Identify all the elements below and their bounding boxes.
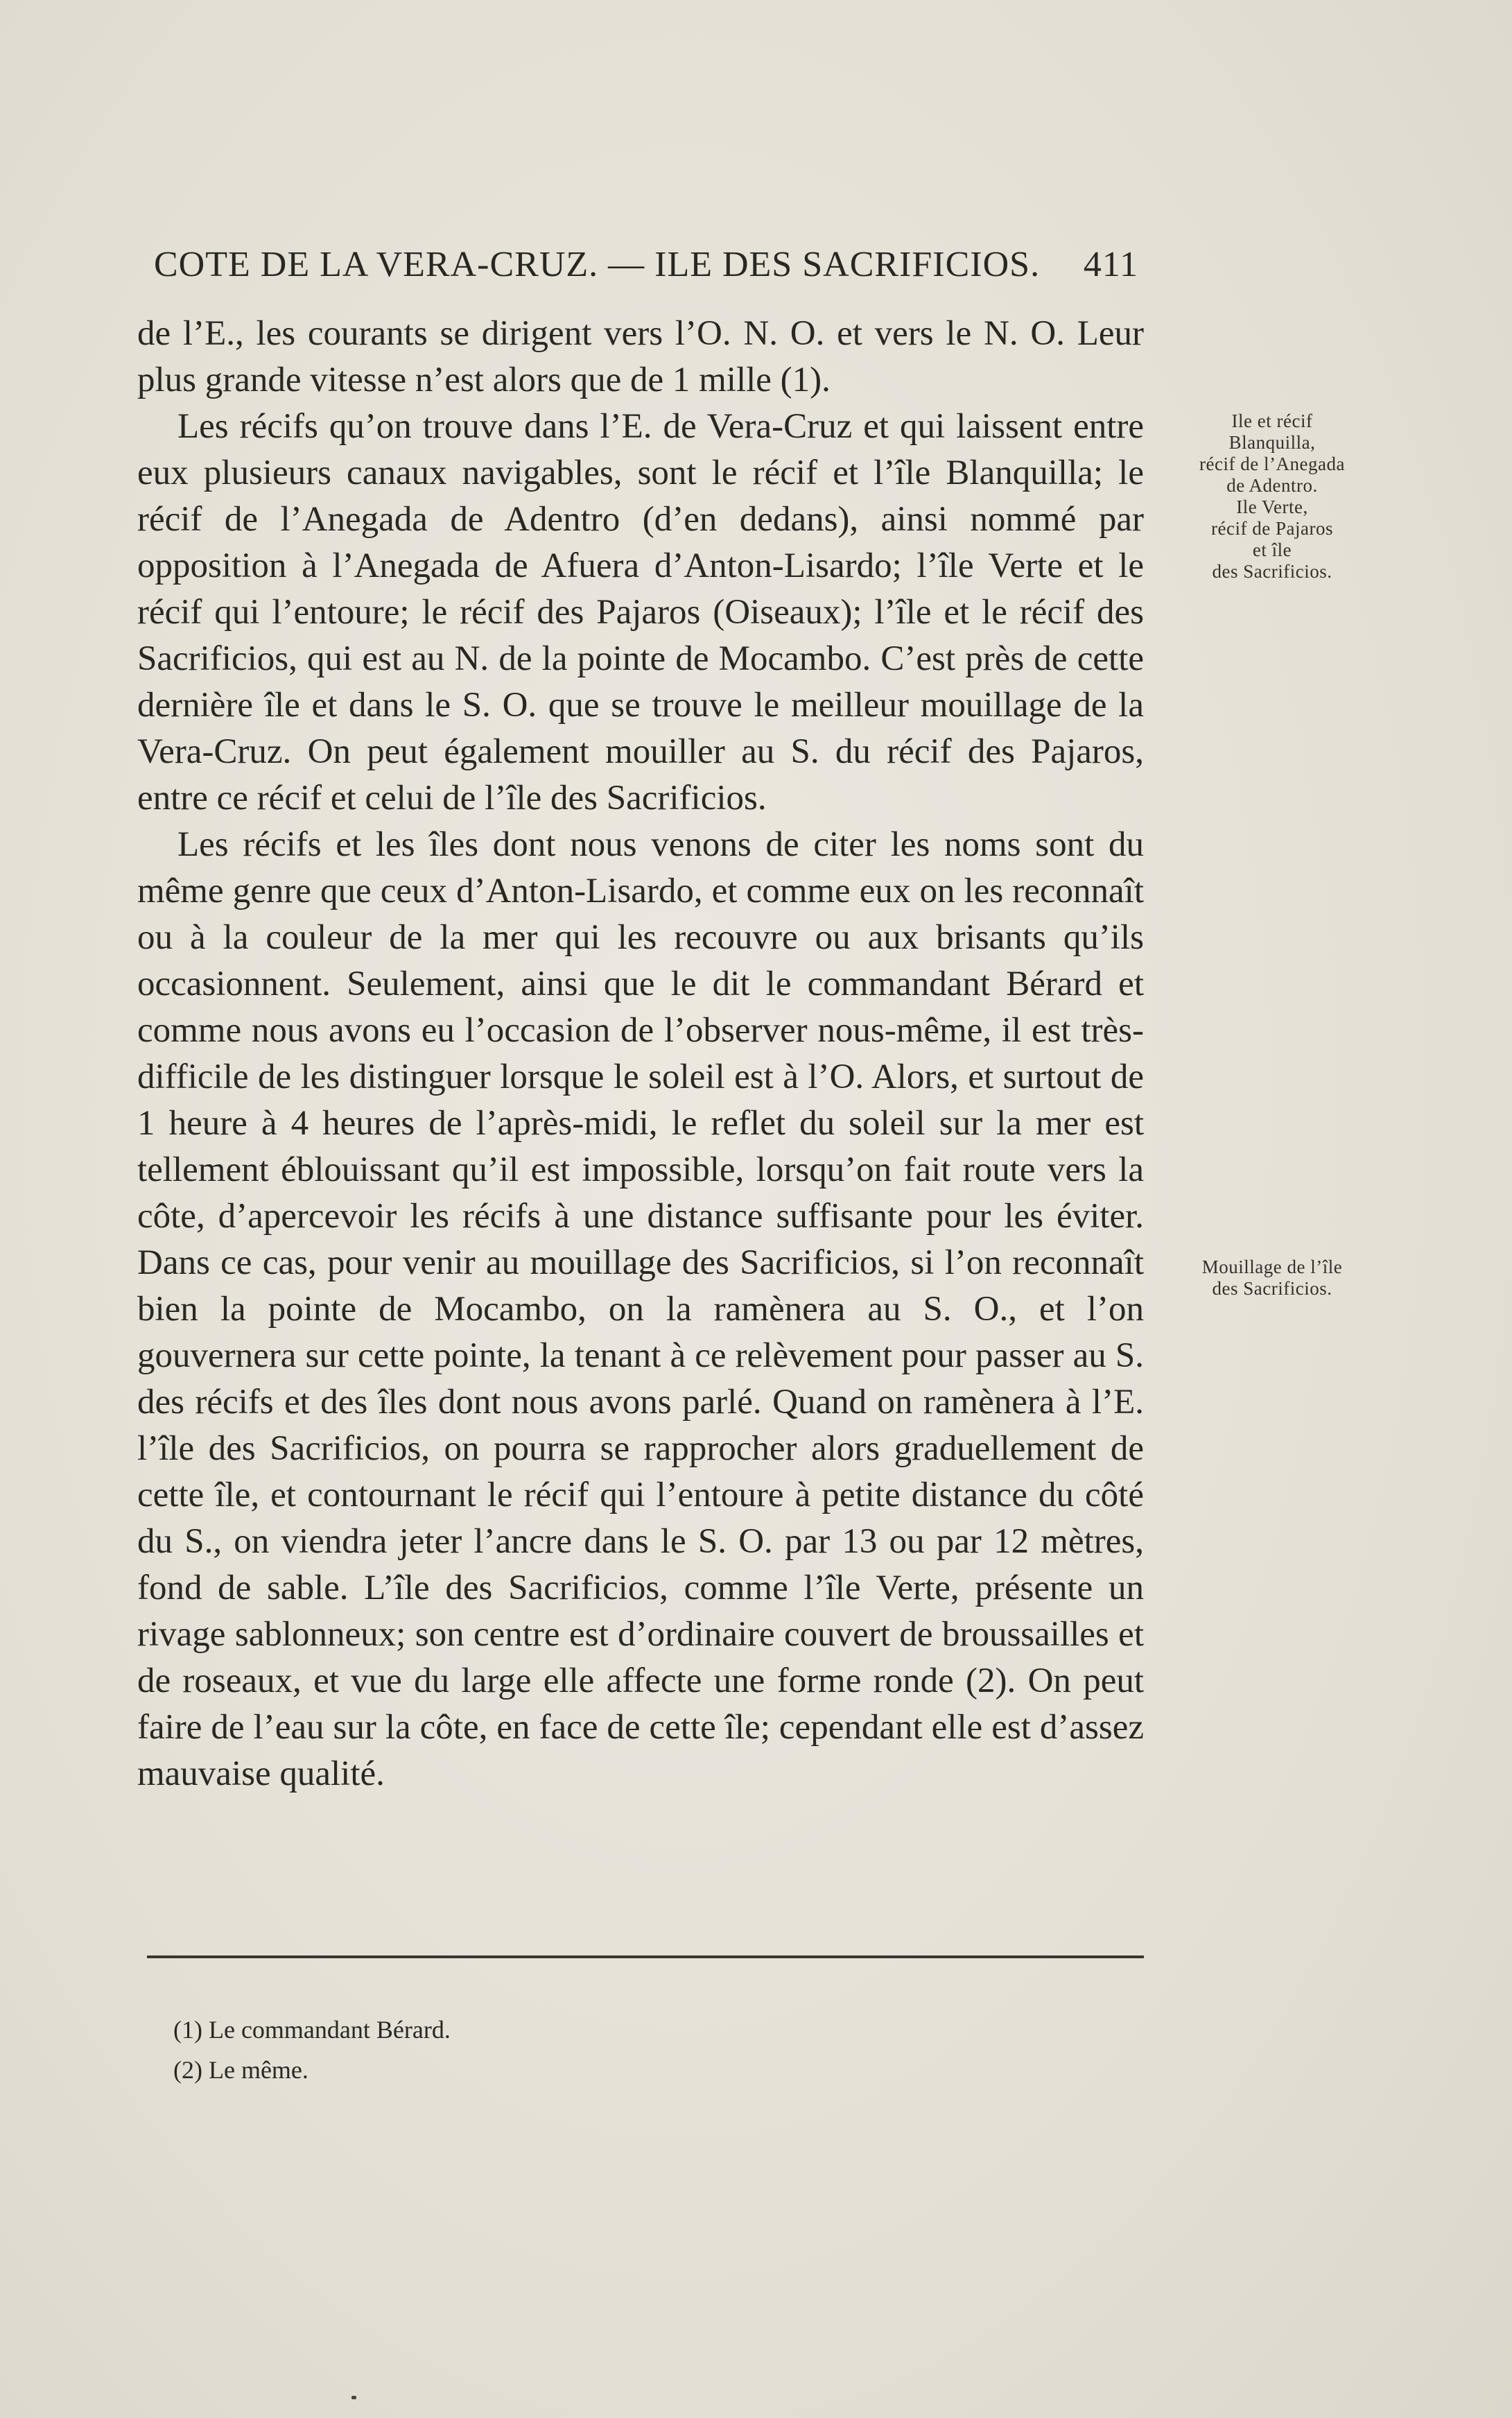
margin-note-mouillage — [1168, 1257, 1376, 1299]
margin-note-line: Mouillage de l’île — [1201, 1257, 1343, 1277]
ink-speck — [351, 2396, 356, 2399]
paragraph-continuation: de l’E., les courants se dirigent vers l’O. N. O. et vers le N. O. Leur plus grande vitesse n’est alors que de 1 mille (1). — [137, 314, 1144, 399]
margin-note-line: des Sacrificios. — [1212, 561, 1332, 582]
margin-note-line: récif de Pajaros — [1211, 518, 1333, 539]
margin-note-line: des Sacrificios. — [1212, 1278, 1332, 1299]
footnote-2: (2) Le même. — [173, 2056, 309, 2084]
margin-note-line: récif de l’Anegada — [1199, 454, 1345, 474]
margin-note-line: de Adentro. — [1226, 475, 1318, 496]
main-text — [137, 311, 1144, 1797]
paragraph-recifs: Les récifs qu’on trouve dans l’E. de Vera-Cruz et qui laissent entre eux plusieurs canaux navigables, sont le récif et l’île Blanquilla; le récif de l’Anegada de Adentro (d’en dedans), ainsi nommé par opposition à l’Anegada de Afuera d’Anton-Lisardo; l’île Verte et le récif qui l’entoure; le récif des Pajaros (Oiseaux); l’île et le récif des Sacrificios, qui est au N. de la pointe de Mocambo. C’est près de cette dernière île et dans le S. O. que se trouve le meilleur mouillage de la Vera-Cruz. On peut également mouiller au S. du récif des Pajaros, entre ce récif et celui de l’île des Sacrificios. — [137, 407, 1144, 818]
footnote-1: (1) Le commandant Bérard. — [173, 2016, 451, 2044]
margin-note-line: Ile et récif — [1231, 411, 1313, 431]
paragraph-mouillage: Les récifs et les îles dont nous venons de citer les noms sont du même genre que ceux d’Anton-Lisardo, et comme eux on les reconnaît ou à la couleur de la mer qui les recouvre ou aux brisants qu’ils occasionnent. Seulement, ainsi que le dit le commandant Bérard et comme nous avons eu l’occasion de l’observer nous-même, il est très-difficile de les distinguer lorsque le soleil est à l’O. Alors, et surtout de 1 heure à 4 heures de l’après-midi, le reflet du soleil sur la mer est tellement éblouissant qu’il est impossible, lorsqu’on fait route vers la côte, d’apercevoir les récifs à une distance suffisante pour les éviter. Dans ce cas, pour venir au mouillage des Sacrificios, si l’on reconnaît bien la pointe de Mocambo, on la ramènera au S. O., et l’on gouvernera sur cette pointe, la tenant à ce relèvement pour passer au S. des récifs et des îles dont nous avons parlé. Quand on ramènera à l’E. l’île des Sacrificios, on pourra se rapprocher alors graduellement de cette île, et contournant le récif qui l’entoure à petite distance du côté du S., on viendra jeter l’ancre dans le S. O. par 13 ou par 12 mètres, fond de sable. L’île des Sacrificios, comme l’île Verte, présente un rivage sablonneux; son centre est d’ordinaire couvert de broussailles et de roseaux, et vue du large elle affecte une forme ronde (2). On peut faire de l’eau sur la côte, en face de cette île; cependant elle est d’assez mauvaise qualité. — [137, 825, 1144, 1793]
footnotes — [173, 2010, 451, 2090]
running-header — [154, 244, 1138, 285]
page-number: 411 — [1083, 245, 1138, 284]
header-title: COTE DE LA VERA-CRUZ. — ILE DES SACRIFICIOS. — [154, 245, 1041, 284]
margin-note-line: Ile Verte, — [1236, 496, 1308, 517]
margin-note-line: Blanquilla, — [1228, 432, 1316, 453]
margin-note-line: et île — [1252, 539, 1292, 560]
margin-note-iles-recifs — [1168, 411, 1376, 582]
footnote-rule — [147, 1955, 1144, 1958]
